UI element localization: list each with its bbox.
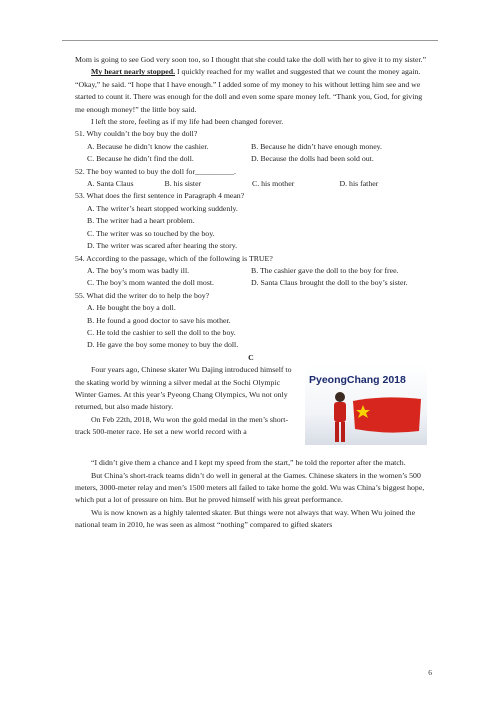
- passage-paragraph: “I didn’t give them a chance and I kept my speed from the start,” he told the reporter after the match.: [91, 458, 406, 468]
- option: C. He told the cashier to sell the doll to the boy.: [87, 327, 236, 337]
- option: B. The writer had a heart problem.: [87, 216, 195, 226]
- option: C. his mother: [252, 179, 295, 189]
- passage-paragraph: Wu is now known as a highly talented skater. But things were not always that way. When Wu joined the national team in 2010, he was seen as almost “nothing” compared to gifted skaters: [75, 507, 416, 530]
- document-body: [75, 54, 427, 532]
- option: C. The boy’s mom wanted the doll most.: [87, 278, 214, 288]
- option: D. Santa Claus brought the doll to the boy’s sister.: [251, 278, 408, 288]
- options-row: [87, 265, 427, 277]
- header-rule: [62, 40, 438, 41]
- options-row: [87, 153, 427, 165]
- passage-paragraph: On Feb 22th, 2018, Wu won the gold medal in the men’s short-track 500-meter race. He set a new world record with a: [75, 414, 289, 437]
- passage-paragraph: I left the store, feeling as if my life had been changed forever.: [91, 117, 284, 127]
- question-stem: 53. What does the first sentence in Paragraph 4 mean?: [75, 191, 245, 201]
- options-row: [87, 277, 427, 289]
- question-stem: 51. Why couldn’t the boy buy the doll?: [75, 129, 198, 139]
- passage-paragraph: Mom is going to see God very soon too, so I thought that she could take the doll with her to give it to my sister.”: [75, 55, 427, 64]
- question-stem: 55. What did the writer do to help the boy?: [75, 290, 210, 300]
- option: B. Because he didn’t have enough money.: [251, 141, 382, 151]
- question-stem: 52. The boy wanted to buy the doll for__________.: [75, 166, 236, 176]
- section-c-intro: [75, 364, 427, 438]
- photo-caption: PyeongChang 2018: [309, 374, 406, 387]
- passage-paragraph: Four years ago, Chinese skater Wu Dajing introduced himself to the skating world by winning a silver medal at the Sochi Olympic Winter Games. At this year’s Pyeong Chang Olympics, Wu not only returned, but also made history.: [75, 365, 292, 412]
- question-stem: 54. According to the passage, which of the following is TRUE?: [75, 253, 273, 263]
- option: B. He found a good doctor to save his mother.: [87, 315, 231, 325]
- option: C. Because he didn’t find the doll.: [87, 154, 194, 164]
- skater-figure-icon: [325, 389, 355, 445]
- option: D. He gave the boy some money to buy the doll.: [87, 340, 239, 350]
- section-heading: C: [248, 352, 254, 362]
- chinese-flag-icon: [351, 395, 423, 435]
- option: A. The writer’s heart stopped working suddenly.: [87, 203, 238, 213]
- option: D. Because the dolls had been sold out.: [251, 154, 374, 164]
- passage-text: I quickly reached for my wallet and suggested that we count the money again. “Okay,” he said. “I hope that I have enough.” I added some of my money to his without letting him see and we started to count it. There was enough for the doll and even some spare money left. “Thank you, God, for giving me enough money!” the little boy said.: [75, 67, 423, 114]
- option: A. Because he didn’t know the cashier.: [87, 141, 209, 151]
- page-number: 6: [428, 668, 432, 677]
- options-row: [87, 141, 427, 153]
- emphasized-sentence: My heart nearly stopped.: [91, 67, 176, 77]
- passage-paragraph: [75, 66, 427, 116]
- option: A. The boy’s mom was badly ill.: [87, 265, 190, 275]
- options-row: [87, 178, 427, 190]
- olympics-photo: [305, 365, 427, 445]
- option: D. The writer was scared after hearing the story.: [87, 241, 238, 251]
- option: A. Santa Claus: [87, 179, 134, 189]
- option: A. He bought the boy a doll.: [87, 303, 176, 313]
- option: D. his father: [339, 179, 379, 189]
- option: C. The writer was so touched by the boy.: [87, 228, 215, 238]
- passage-paragraph: But China’s short-track teams didn’t do well in general at the Games. Chinese skaters in the women’s 500 meters, 3000-meter relay and men’s 1500 meters all failed to take home the gold. Wu was China’s biggest hope, which put a lot of pressure on him. But he proved himself with his great performance.: [75, 470, 425, 505]
- option: B. his sister: [164, 179, 202, 189]
- option: B. The cashier gave the doll to the boy for free.: [251, 265, 399, 275]
